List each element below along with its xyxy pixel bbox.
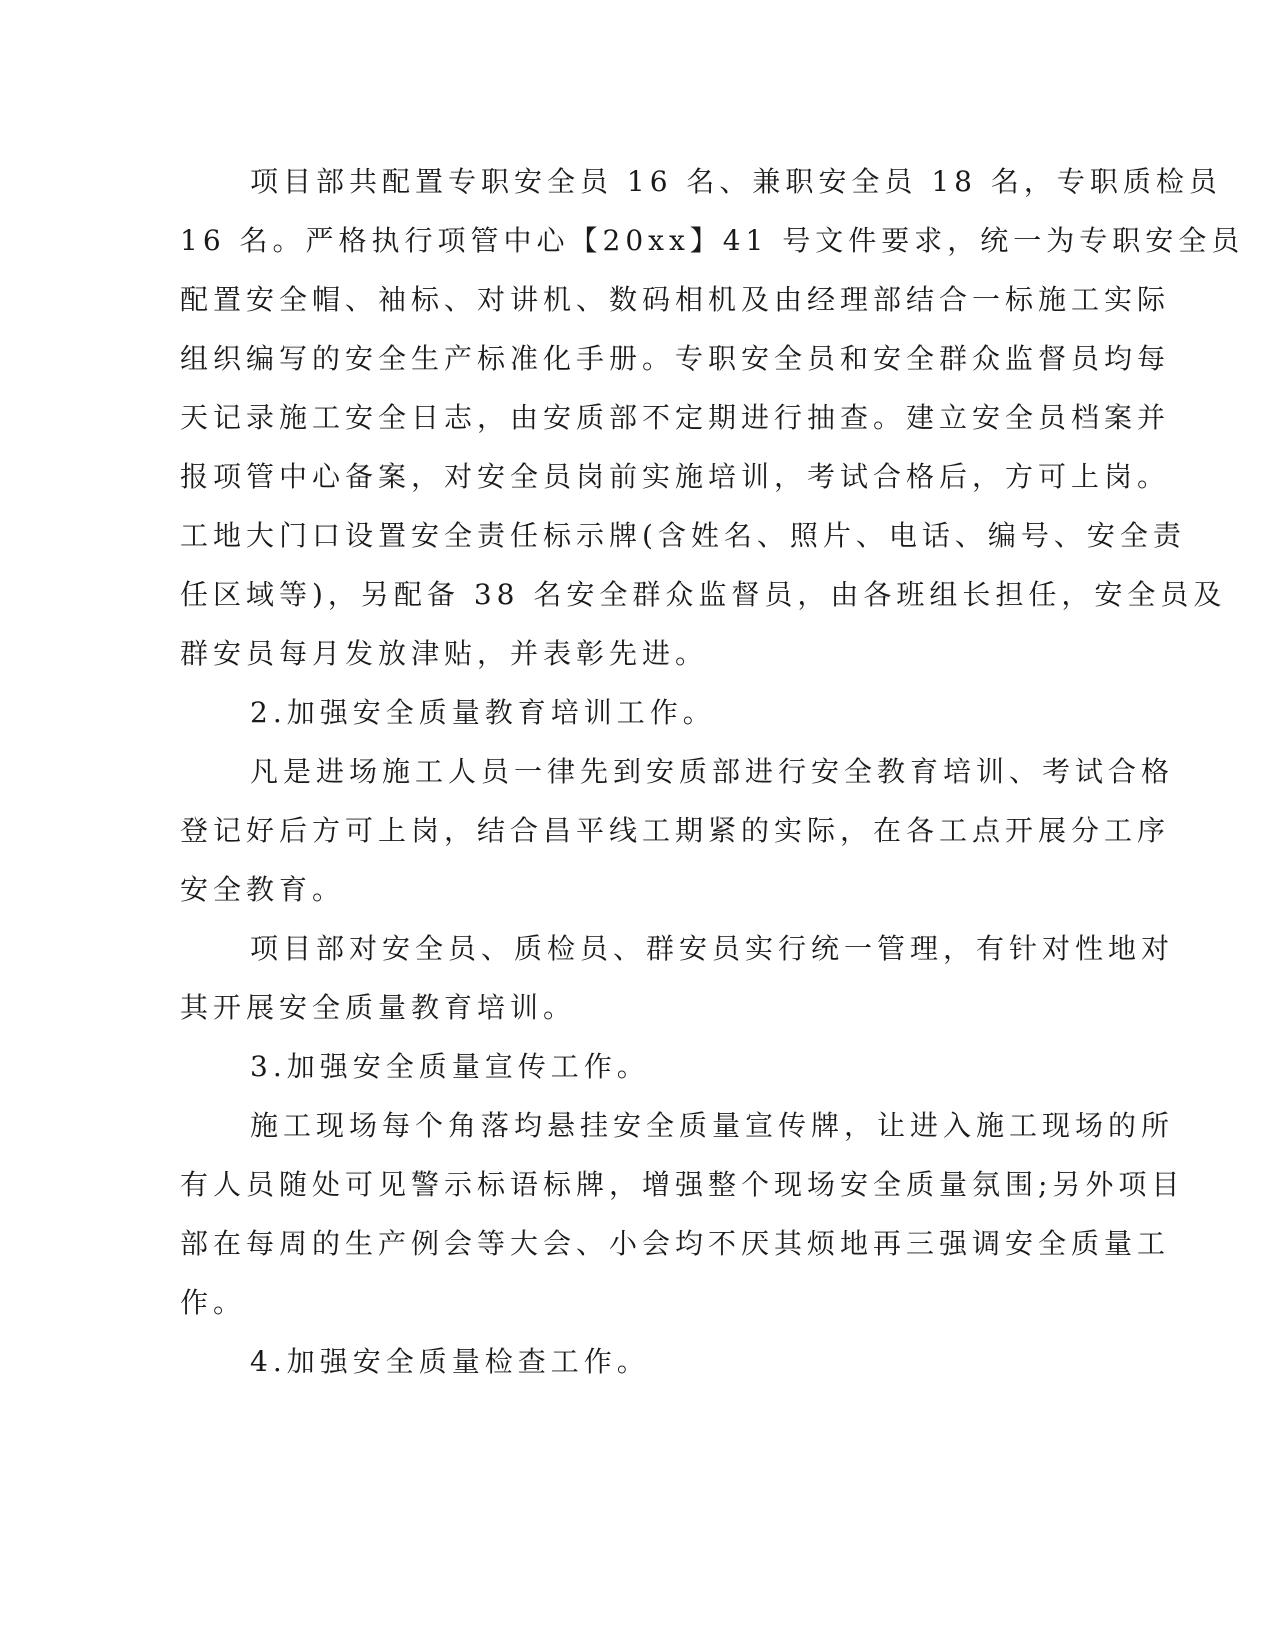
paragraph-training <box>180 742 1175 919</box>
text-line: 项目部对安全员、质检员、群安员实行统一管理，有针对性地对 <box>250 932 1175 965</box>
paragraph-publicity <box>180 1096 1185 1332</box>
text-line: 配置安全帽、袖标、对讲机、数码相机及由经理部结合一标施工实际 <box>180 283 1171 316</box>
text-line: 其开展安全质量教育培训。 <box>180 991 577 1024</box>
section-heading-4 <box>180 1332 1040 1391</box>
paragraph-safety-staff <box>180 152 1245 683</box>
text-line: 16 名。严格执行项管中心【20xx】41 号文件要求，统一为专职安全员 <box>180 224 1245 257</box>
heading-text: 4.加强安全质量检查工作。 <box>250 1345 650 1378</box>
text-line: 工地大门口设置安全责任标示牌(含姓名、照片、电话、编号、安全责 <box>180 519 1186 552</box>
section-heading-2 <box>180 683 1040 742</box>
text-line: 任区域等)，另配备 38 名安全群众监督员，由各班组长担任，安全员及 <box>180 578 1227 611</box>
text-line: 群安员每月发放津贴，并表彰先进。 <box>180 637 709 670</box>
text-line: 作。 <box>180 1286 247 1319</box>
document-body <box>180 152 1245 1391</box>
text-line: 有人员随处可见警示标语标牌，增强整个现场安全质量氛围;另外项目 <box>180 1168 1185 1201</box>
text-line: 组织编写的安全生产标准化手册。专职安全员和安全群众监督员均每 <box>180 342 1171 375</box>
text-line: 安全教育。 <box>180 873 346 906</box>
paragraph-unified-management <box>180 919 1175 1037</box>
text-line: 凡是进场施工人员一律先到安质部进行安全教育培训、考试合格 <box>250 755 1175 788</box>
text-line: 报项管中心备案，对安全员岗前实施培训，考试合格后，方可上岗。 <box>180 460 1171 493</box>
heading-text: 3.加强安全质量宣传工作。 <box>250 1050 650 1083</box>
text-line: 天记录施工安全日志，由安质部不定期进行抽查。建立安全员档案并 <box>180 401 1171 434</box>
text-line: 项目部共配置专职安全员 16 名、兼职安全员 18 名，专职质检员 <box>250 165 1222 198</box>
section-heading-3 <box>180 1037 1040 1096</box>
text-line: 施工现场每个角落均悬挂安全质量宣传牌，让进入施工现场的所 <box>250 1109 1175 1142</box>
text-line: 部在每周的生产例会等大会、小会均不厌其烦地再三强调安全质量工 <box>180 1227 1171 1260</box>
heading-text: 2.加强安全质量教育培训工作。 <box>250 696 716 729</box>
text-line: 登记好后方可上岗，结合昌平线工期紧的实际，在各工点开展分工序 <box>180 814 1171 847</box>
